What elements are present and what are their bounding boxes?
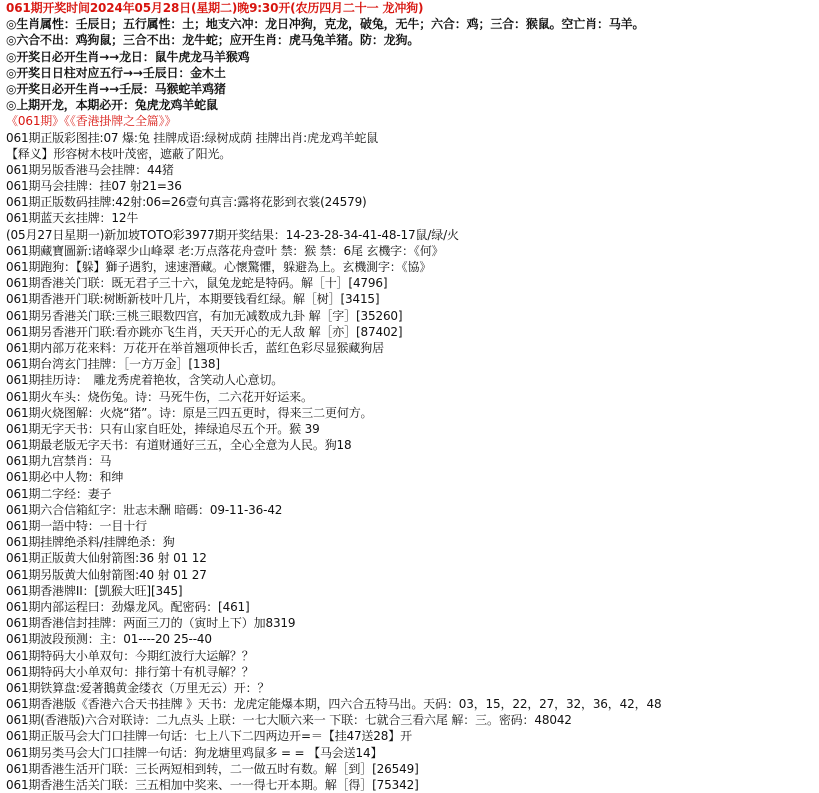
content-line: 061期藏寶圖新:诸峰翠少山峰翠 老:万点落花舟壹叶 禁：猴 禁：6尾 玄機字：《何》 [6, 243, 816, 259]
content-line: 061期香港牌II：[凱猴大旺][345] [6, 583, 816, 599]
content-line: 061期挂历诗： 雕龙秀虎着艳妆，含笑动人心意切。 [6, 372, 816, 388]
content-lines [6, 130, 816, 793]
content-line: 061期香港版《香港六合天书挂牌 》天书：龙虎定能爆本期，四六合五特马出。天码：03，15，22，27，32，36，42，48 [6, 696, 816, 712]
content-line: 061期香港关门联：既无君子三十六，鼠兔龙蛇是特码。解［十］[4796] [6, 275, 816, 291]
content-line: 061期(香港版)六合对联诗：二九点头 上联：一七大顺六来一 下联：七就合三看六尾 解：三。密码：48042 [6, 712, 816, 728]
content-line: 061期特码大小单双句：今期红波行大运解？？ [6, 648, 816, 664]
content-line: 061期另香港开门联:看亦跳亦飞生肖，天天开心的无人敌 解［亦］[87402] [6, 324, 816, 340]
content-line: 061期正版彩图挂:07 爆:兔 挂牌成语:绿树成荫 挂牌出肖:虎龙鸡羊蛇鼠 [6, 130, 816, 146]
content-line: 061期波段预测：主：01----20 25--40 [6, 631, 816, 647]
content-line: 061期内部运程曰：劲爆龙风。配密码：[461] [6, 599, 816, 615]
content-line: 061期香港生活开门联：三长两短相到转，二一做五时有数。解［到］[26549] [6, 761, 816, 777]
content-line: 061期火车头：烧伤兔。诗：马死牛伤，二六花开好运来。 [6, 389, 816, 405]
intro-line: ◎开奖日必开生肖→→壬辰：马猴蛇羊鸡猪 [6, 81, 816, 97]
content-line: 061期正版黄大仙射箭图:36 射 01 12 [6, 550, 816, 566]
content-line: 061期无字天书：只有山家自旺处，捧绿追尽五个开。猴 39 [6, 421, 816, 437]
content-line: 061期蓝天玄挂牌：12牛 [6, 210, 816, 226]
content-line: 061期跑狗：【躲】獅子遇豹，速速潛藏。心懷驚懼，躲避為上。玄機測字：《協》 [6, 259, 816, 275]
content-line: 061期香港生活关门联：三五相加中奖来、一一得七开本期。解［得］[75342] [6, 777, 816, 793]
content-line: 061期正版数码挂牌:42射:06=26壹句真言:露将花影到衣裳(24579) [6, 194, 816, 210]
content-line: 061期台湾玄门挂牌：［一方万金］[138] [6, 356, 816, 372]
content-line: 061期一語中特：一目十行 [6, 518, 816, 534]
content-line: 061期必中人物：和绅 [6, 469, 816, 485]
content-line: 061期香港开门联:树断新枝叶几片，本期要钱看红绿。解［树］[3415] [6, 291, 816, 307]
content-line: 061期铁算盘:爱著鵝黄金缕衣（万里无云）开：？ [6, 680, 816, 696]
draw-header-line: 061期开奖时间2024年05月28日(星期二)晚9:30开(农历四月二十一 龙冲狗) [6, 0, 816, 16]
content-line: 061期特码大小单双句：排行第十有机寻解？？ [6, 664, 816, 680]
content-line: 061期二字经：妻子 [6, 486, 816, 502]
intro-line: ◎开奖日必开生肖→→龙日：鼠牛虎龙马羊猴鸡 [6, 49, 816, 65]
content-line: 061期另版香港马会挂牌：44猪 [6, 162, 816, 178]
content-line: 061期另类马会大门口挂牌一句话：狗龙塘里鸡鼠多 = = 【马会送14】 [6, 745, 816, 761]
content-line: 【释义】形容树木枝叶茂密，遮蔽了阳光。 [6, 146, 816, 162]
intro-line: ◎六合不出：鸡狗鼠；三合不出：龙牛蛇；应开生肖：虎马兔羊猪。防：龙狗。 [6, 32, 816, 48]
intro-block [6, 16, 816, 113]
content-line: 061期挂牌绝杀料/挂牌绝杀：狗 [6, 534, 816, 550]
content-line: 061期正版马会大门口挂牌一句话：七上八下二四两边开=＝【挂47送28】开 [6, 728, 816, 744]
content-line: 061期另版黄大仙射箭图:40 射 01 27 [6, 567, 816, 583]
lottery-document [6, 0, 816, 793]
content-line: 061期马会挂牌：挂07 射21=36 [6, 178, 816, 194]
content-line: 061期另香港关门联:三桃三眼数四宫，有加无减数成九卦 解［字］[35260] [6, 308, 816, 324]
content-line: 061期火烧图解：火烧“猪”。诗：原是三四五更时，得来三二更何方。 [6, 405, 816, 421]
intro-line: ◎开奖日日柱对应五行→→壬辰日：金木土 [6, 65, 816, 81]
content-line: 061期内部万花来料：万花开在举首翘项伸长舌，蓝红色彩尽显猴藏狗居 [6, 340, 816, 356]
section-title: 《061期》《《香港掛牌之全篇》》 [6, 113, 816, 129]
intro-line: ◎上期开龙，本期必开：兔虎龙鸡羊蛇鼠 [6, 97, 816, 113]
content-line: 061期六合信箱紅字：壯志未酬 暗碼：09-11-36-42 [6, 502, 816, 518]
content-line: 061期香港信封挂牌：两面三刀的（寅时上下）加8319 [6, 615, 816, 631]
content-line: (05月27日星期一)新加坡TOTO彩3977期开奖结果：14-23-28-34-41-48-17鼠/绿/火 [6, 227, 816, 243]
intro-line: ◎生肖属性：壬辰日；五行属性：土；地支六冲：龙日冲狗，克龙，破兔，无牛；六合：鸡；三合：猴鼠。空亡肖：马羊。 [6, 16, 816, 32]
content-line: 061期九宫禁肖：马 [6, 453, 816, 469]
content-line: 061期最老版无字天书：有道财通好三五，全心全意为人民。狗18 [6, 437, 816, 453]
